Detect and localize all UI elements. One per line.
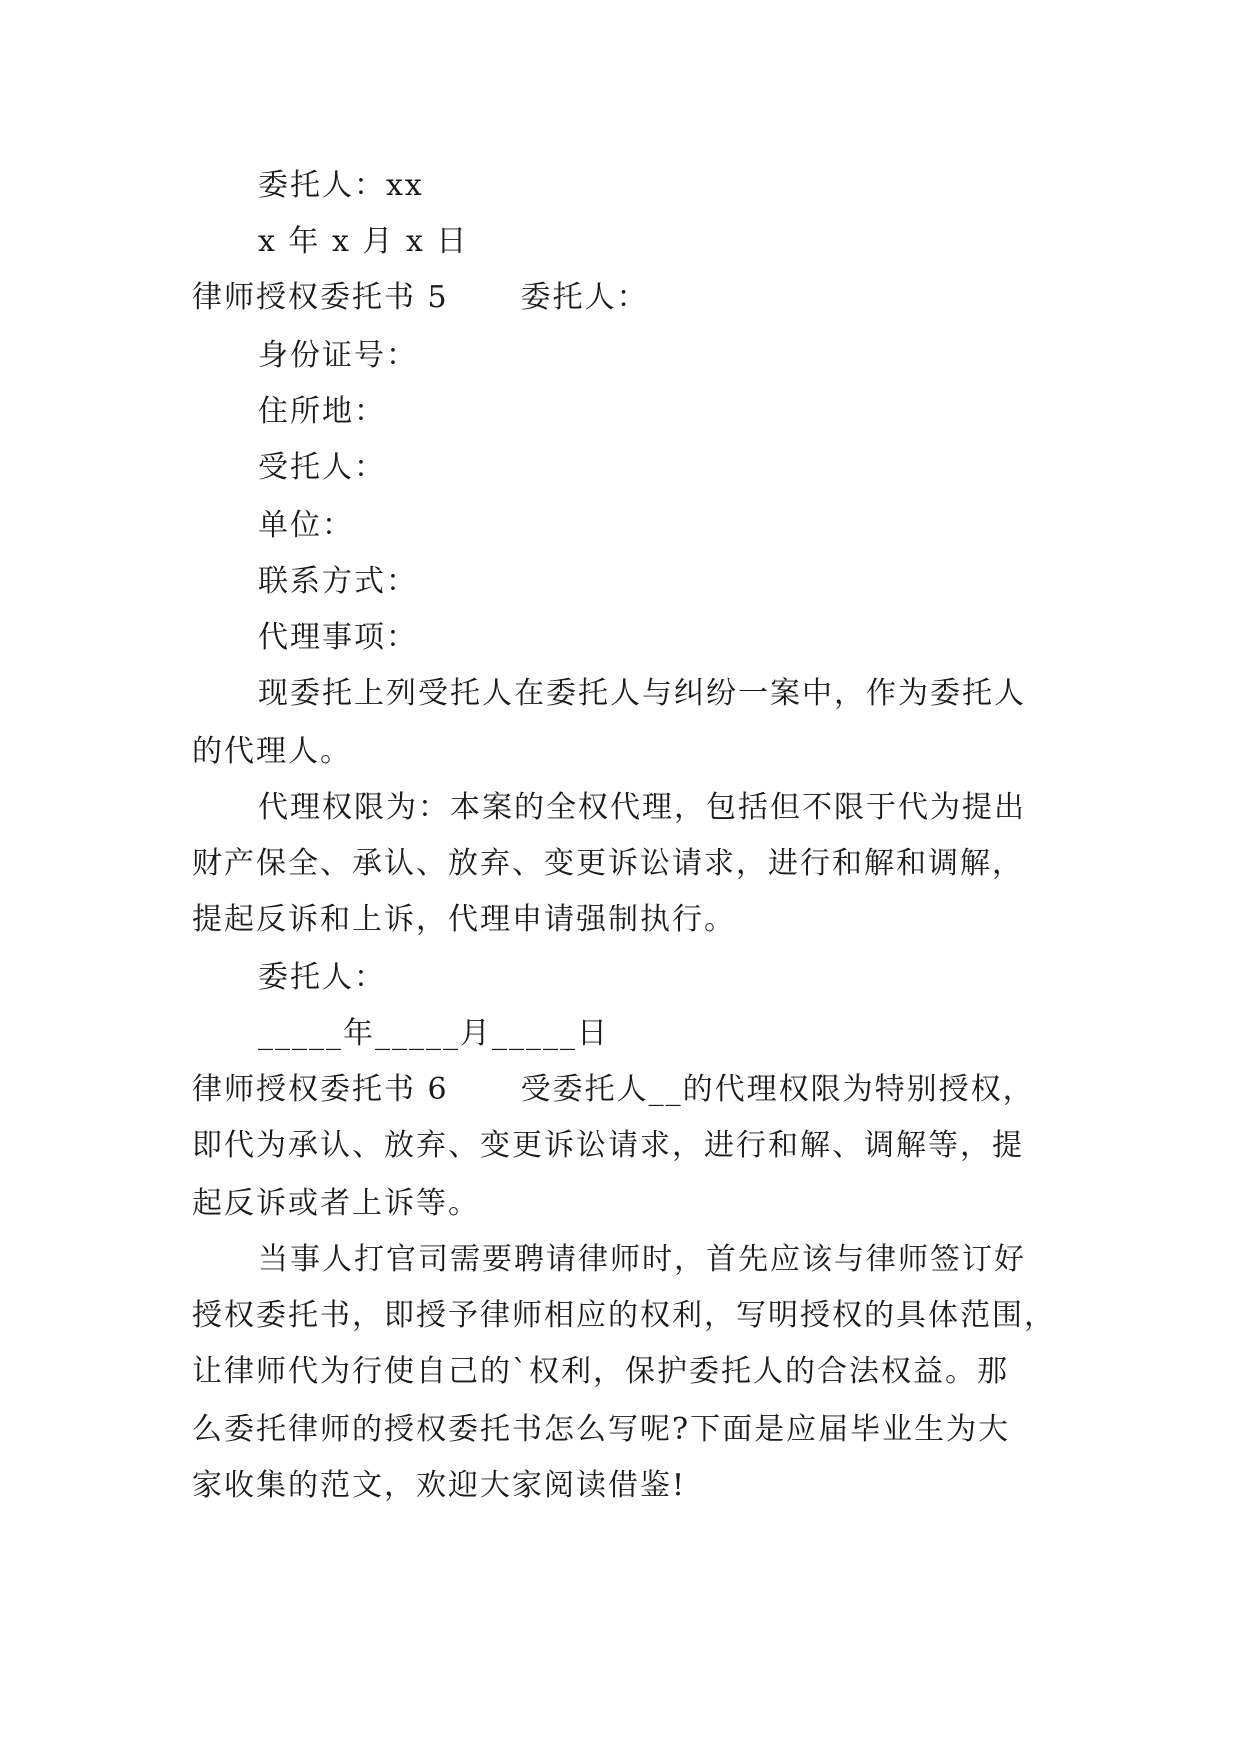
employer-line — [258, 506, 1241, 546]
paragraph-text: 授权委托书，即授予律师相应的权利，写明授权的具体范围， — [192, 1298, 1056, 1333]
paragraph-line — [192, 1352, 1241, 1392]
blank-date-text: _____年_____月_____日 — [258, 1016, 609, 1051]
blank-date-line — [258, 1014, 1241, 1054]
paragraph-line — [192, 900, 1241, 940]
principal-label: 委托人： — [258, 960, 386, 995]
paragraph-line — [192, 1466, 1241, 1506]
paragraph-text: 财产保全、承认、放弃、变更诉讼请求，进行和解和调解， — [192, 846, 1024, 881]
contact-line — [258, 562, 1241, 602]
contact-label: 联系方式： — [258, 564, 418, 599]
paragraph-text: 提起反诉和上诉，代理申请强制执行。 — [192, 902, 736, 937]
paragraph-line — [258, 788, 1241, 828]
paragraph-line — [258, 674, 1241, 714]
matters-label: 代理事项： — [258, 620, 418, 655]
employer-label: 单位： — [258, 508, 354, 543]
paragraph-text: 当事人打官司需要聘请律师时，首先应该与律师签订好 — [258, 1242, 1026, 1277]
paragraph-text: 的代理人。 — [192, 734, 352, 769]
paragraph-text: 现委托上列受托人在委托人与纠纷一案中，作为委托人 — [258, 676, 1026, 711]
paragraph-text: 即代为承认、放弃、变更诉讼请求，进行和解、调解等，提 — [192, 1128, 1024, 1163]
paragraph-text: 起反诉或者上诉等。 — [192, 1186, 480, 1221]
id-number-label: 身份证号： — [258, 338, 418, 373]
principal-signature-text: 委托人：xx — [258, 168, 424, 203]
id-number-line — [258, 336, 1241, 376]
address-label: 住所地： — [258, 394, 386, 429]
section-6-title: 律师授权委托书 6 — [192, 1072, 449, 1107]
paragraph-line — [192, 1126, 1241, 1166]
paragraph-text: 么委托律师的授权委托书怎么写呢?下面是应届毕业生为大 — [192, 1412, 1011, 1447]
paragraph-text: 代理权限为：本案的全权代理，包括但不限于代为提出 — [258, 790, 1026, 825]
section-5-heading-line — [192, 278, 1241, 318]
matters-line — [258, 618, 1241, 658]
agent-label: 受托人： — [258, 450, 386, 485]
paragraph-line — [192, 1184, 1241, 1224]
paragraph-text: 家收集的范文，欢迎大家阅读借鉴! — [192, 1468, 687, 1503]
paragraph-line — [192, 732, 1241, 772]
date-line — [258, 222, 1241, 262]
principal-signature-line — [258, 166, 1241, 206]
principal-label-line — [258, 958, 1241, 998]
section-6-first-text: 受委托人__的代理权限为特别授权， — [520, 1072, 1035, 1107]
section-6-heading-line — [192, 1070, 1241, 1110]
section-5-title: 律师授权委托书 5 — [192, 280, 449, 315]
paragraph-line — [258, 1240, 1241, 1280]
paragraph-line — [192, 1410, 1241, 1450]
agent-line — [258, 448, 1241, 488]
paragraph-text: 让律师代为行使自己的`权利，保护委托人的合法权益。那 — [192, 1354, 1009, 1389]
paragraph-line — [192, 1296, 1241, 1336]
section-5-principal-label: 委托人： — [520, 280, 649, 315]
date-text: x 年 x 月 x 日 — [258, 224, 469, 259]
address-line — [258, 392, 1241, 432]
paragraph-line — [192, 844, 1241, 884]
